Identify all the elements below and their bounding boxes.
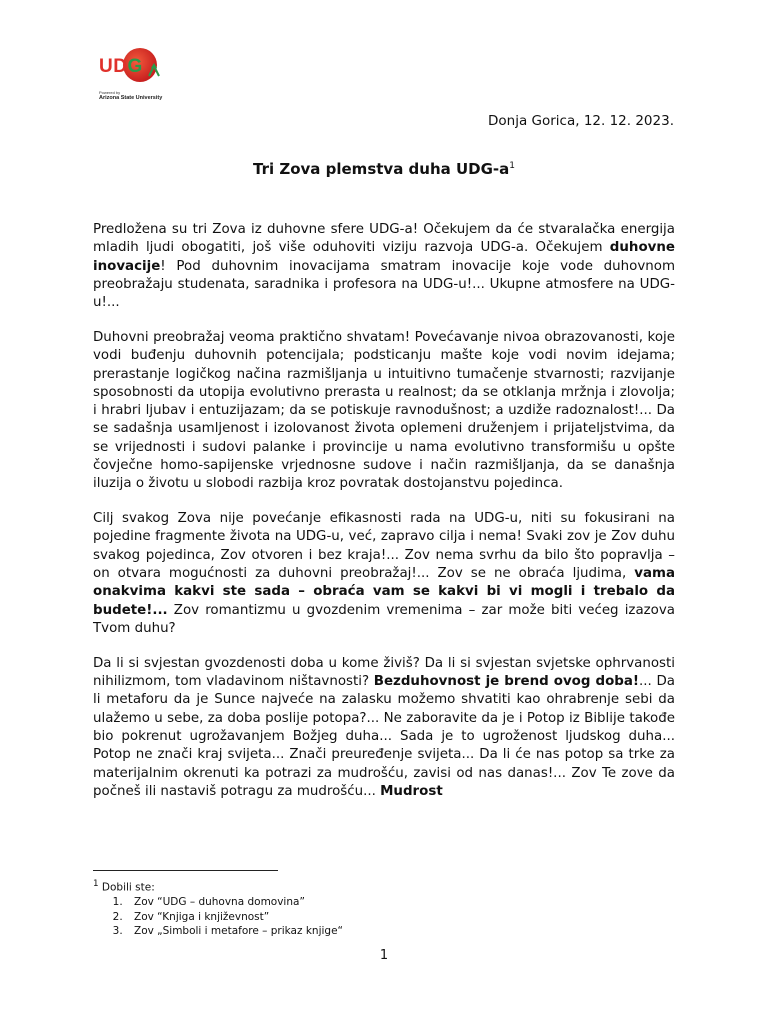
paragraph-2: Duhovni preobražaj veoma praktično shvatam! Povećavanje nivoa obrazovanosti, koje vodi buđenju duhovnih potencijala; podsticanju mašte koje vodi novim idejama; prerastanje logičkog načina razmišljanja u intuitivno tumačenje stvarnosti; razvijanje sposobnosti da utopija evolutivno prerasta u realnost; da se otklanja mržnja i zlovolja; i hrabri ljubav i entuzijazam; da se potiskuje ravnodušnost; a uzdiže radoznalost!... Da se sadašnja usamljenost i izolovanost života oplemeni druženjem i prijateljstvima, da se vrijednosti i sudovi palanke i provincije u nama evolutivno transformišu u opšte čovječne homo-sapijenske vrjednosne sudove i način razmišljanja, da se današnja iluzija o životu u slobodi razbija kroz povratak dostojanstvu pojedinca. [93,329,675,492]
title-text: Tri Zova plemstva duha UDG-a [252,160,510,178]
paragraph-3-text-b: Zov romantizmu u gvozdenim vremenima – zar može biti većeg izazova Tvom duhu? [93,602,675,636]
paragraph-3-text-a: Cilj svakog Zova nije povećanje efikasnosti rada na UDG-u, niti su fokusirani na pojedine fragmente života na UDG-u, već, zapravo cilja i nema! Svaki zov je Zov duhu svakog pojedinca, Zov otvoren i bez kraja!... Zov nema svrhu da bilo što popravlja – on otvara mogućnosti za duhovni preobražaj!... Zov se ne obraća ljudima, [93,511,675,582]
paragraph-1-bold: duhovne inovacije [93,240,675,274]
footnote-intro [93,877,343,895]
paragraph-3 [93,510,675,638]
footnote-list [93,895,343,939]
footnote-intro-text: Dobili ste: [101,881,155,894]
document-body [93,221,675,818]
paragraph-1-text-a: Predložena su tri Zova iz duhovne sfere UDG-a! Očekujem da će stvaralačka energija mladih ljudi obogatiti, još više oduhoviti viziju razvoja UDG-a. Očekujem [93,222,675,256]
place-date: Donja Gorica, 12. 12. 2023. [488,113,674,129]
footnote-marker: 1 [93,879,99,889]
logo-letter-u: U [99,56,114,77]
logo-letter-d: D [113,56,128,77]
document-title [0,160,768,178]
paragraph-1 [93,221,675,312]
logo-wordmark [99,56,143,78]
paragraph-4 [93,655,675,801]
paragraph-4-text-a: Da li si svjestan gvozdenosti doba u kome živiš? Da li si svjestan svjetske ophrvanosti nihilizmom, tom vladavinom ništavnosti? [93,655,675,690]
paragraph-3-bold: vama onakvima kakvi ste sada – obraća vam se kakvi bi vi mogli i trebalo da budete!... [93,566,675,618]
up-arrow-icon [147,62,161,78]
paragraph-4-bold-a: Bezduhovnost je brend ovog doba! [373,674,640,690]
paragraph-4-text-b: ... Da li metaforu da je Sunce najveće na zalasku možemo shvatiti kao ohrabrenje sebi da ulažemo u sebe, za doba poslije potopa?... Ne zaboravite da je i Potop iz Biblije takođe bio pokrenut ugrožavanjem Božjeg duha... Sada je to ugroženost ljudskog duha... Potop ne znači kraj svijeta... Znači preuređenje svijeta... Da li će nas potop sa trke za materijalnim okrenuti ka potrazi za mudrošću, zavisi od nas danas!... Zov Te zove da počneš ili nastaviš potragu za mudrošću... [93,674,675,799]
footnote-separator [93,870,278,871]
footnote-ref: 1 [509,161,516,171]
logo-university: Arizona State University [99,95,163,101]
page-number: 1 [379,948,389,963]
logo-powered-by: Powered by [99,90,121,95]
logo-letter-g: G [127,56,143,77]
paragraph-4-bold-b: Mudrost [380,783,443,799]
paragraph-1-text-b: ! Pod duhovnim inovacijama smatram inovacije koje vode duhovnom preobražaju studenata, saradnika i profesora na UDG-u!... Ukupne atmosfere na UDG-u!... [93,258,675,311]
footnote-item: 2. Zov “Knjiga i književnost” [126,910,343,925]
footnote-item: 3. Zov „Simboli i metafore – prikaz knjige“ [126,924,343,939]
footnote-item: 1. Zov “UDG – duhovna domovina” [126,895,343,910]
udg-logo [95,44,175,106]
footnote [93,877,343,939]
